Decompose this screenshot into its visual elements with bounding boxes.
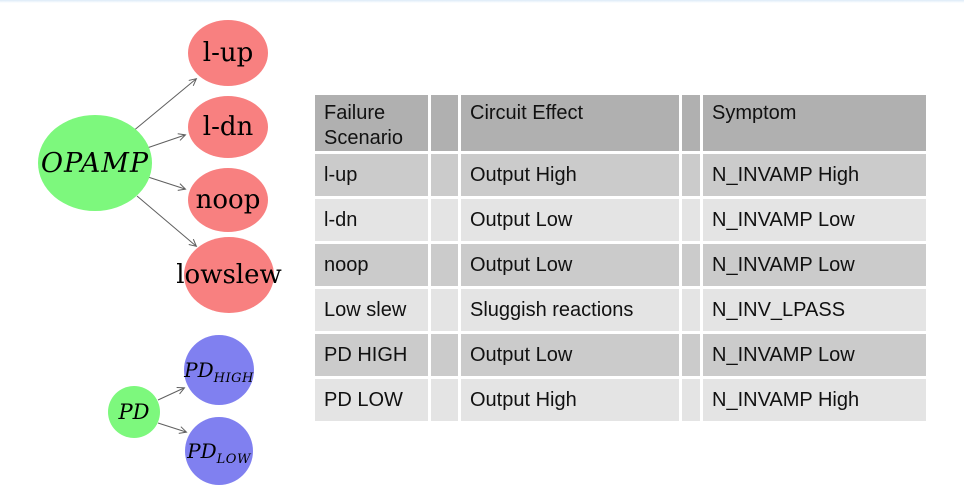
diagram-arrows [0,0,330,492]
cell-failure: PD HIGH [315,334,428,376]
arrow-opamp-to-lowslew [137,196,196,246]
cell-symptom: N_INV_LPASS [703,289,926,331]
node-l-up [188,20,268,86]
cell-failure: l-dn [315,199,428,241]
cell-spacer [682,289,700,331]
cell-spacer [682,199,700,241]
cell-failure: l-up [315,154,428,196]
cell-symptom: N_INVAMP High [703,154,926,196]
arrow-pd-to-pdlow [158,423,186,432]
cell-effect: Output High [461,154,679,196]
node-noop-label: noop [195,185,261,215]
cell-spacer [682,379,700,421]
arrow-opamp-to-l-dn [147,135,185,148]
cell-spacer [431,334,458,376]
arrow-opamp-to-l-up [132,79,196,132]
cell-failure: noop [315,244,428,286]
cell-spacer [431,289,458,331]
cell-effect: Output Low [461,244,679,286]
cell-spacer [431,199,458,241]
arrow-opamp-to-noop [148,177,185,189]
header-symptom: Symptom [703,95,926,151]
node-noop [188,168,268,232]
node-pd-high [184,335,254,405]
node-pd-low [185,417,253,485]
cell-effect: Output High [461,379,679,421]
arrow-pd-to-pdhigh [158,388,184,400]
header-spacer-2 [682,95,700,151]
cell-spacer [431,154,458,196]
cell-effect: Output Low [461,334,679,376]
cell-spacer [682,154,700,196]
cell-spacer [431,244,458,286]
header-failure-scenario: Failure Scenario [315,95,428,151]
node-opamp-label: OPAMP [40,147,150,179]
cell-spacer [682,244,700,286]
node-pd-label: PD [118,400,150,424]
node-l-dn [188,96,268,158]
node-pd-high-label: $PD_{HIGH}$ [184,358,254,386]
failure-scenario-table [315,95,926,421]
node-opamp [38,115,152,211]
node-pd [108,386,160,438]
cell-failure: Low slew [315,289,428,331]
fault-tree-diagram [0,0,330,492]
cell-failure: PD LOW [315,379,428,421]
cell-spacer [431,379,458,421]
header-circuit-effect: Circuit Effect [461,95,679,151]
cell-spacer [682,334,700,376]
node-lowslew-label: lowslew [176,260,282,290]
node-pd-low-label: $PD_{LOW}$ [187,439,251,467]
cell-symptom: N_INVAMP High [703,379,926,421]
cell-effect: Output Low [461,199,679,241]
cell-effect: Sluggish reactions [461,289,679,331]
header-spacer-1 [431,95,458,151]
node-pd-high-subscript: HIGH [213,371,254,386]
cell-symptom: N_INVAMP Low [703,244,926,286]
node-pd-low-subscript: LOW [216,452,251,467]
node-l-up-label: l-up [202,38,254,68]
node-lowslew [176,237,282,313]
node-l-dn-label: l-dn [202,112,254,142]
cell-symptom: N_INVAMP Low [703,334,926,376]
cell-symptom: N_INVAMP Low [703,199,926,241]
